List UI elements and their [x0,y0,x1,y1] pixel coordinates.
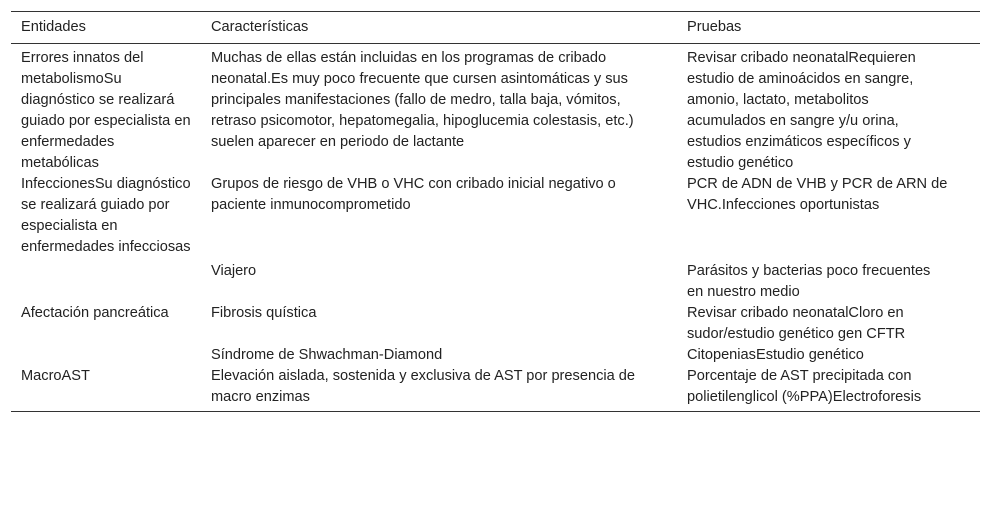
cell-caracteristicas: Grupos de riesgo de VHB o VHC con cribado inicial negativo o paciente inmunocomprometido [211,176,616,213]
cell-pruebas: Revisar cribado neonatalCloro en sudor/estudio genético gen CFTR [687,305,906,342]
cell-caracteristicas: Elevación aislada, sostenida y exclusiva de AST por presencia de macro enzimas [211,368,636,405]
table-row [11,174,980,258]
cell-caracteristicas: Síndrome de Shwachman-Diamond [211,347,443,363]
cell-caracteristicas: Viajero [211,263,257,279]
table-row [11,345,980,366]
table-row [11,303,980,345]
header-entidades: Entidades [21,19,86,35]
cell-pruebas: Parásitos y bacterias poco frecuentes en nuestro medio [687,263,931,300]
cell-pruebas: CitopeniasEstudio genético [687,347,864,363]
cell-entidad: MacroAST [21,368,90,384]
table-row [11,258,980,303]
table-header [11,12,980,44]
cell-entidad: Errores innatos del metabolismoSu diagnóstico se realizará guiado por especialista en enfermedades metabólicas [21,50,191,171]
data-table [11,11,980,412]
header-caracteristicas: Características [211,19,309,35]
header-row [11,12,980,44]
cell-caracteristicas: Muchas de ellas están incluidas en los programas de cribado neonatal.Es muy poco frecuente que cursen asintomáticas y sus principales manifestaciones (fallo de medro, talla baja, vómitos, retraso psicomotor, hepatomegalia, hipoglucemia colestasis, etc.) suelen aparecer en periodo de lactante [211,50,634,150]
cell-entidad [11,345,201,366]
cell-pruebas: Porcentaje de AST precipitada con polietilenglicol (%PPA)Electroforesis [687,368,922,405]
cell-caracteristicas: Fibrosis quística [211,305,317,321]
cell-entidad: InfeccionesSu diagnóstico se realizará guiado por especialista en enfermedades infecciosas [21,176,191,255]
cell-entidad: Afectación pancreática [21,305,169,321]
cell-pruebas: Revisar cribado neonatalRequieren estudio de aminoácidos en sangre, amonio, lactato, metabolitos acumulados en sangre y/u orina, estudios enzimáticos específicos y estudio genético [687,50,916,171]
data-table-container [11,11,980,412]
cell-pruebas: PCR de ADN de VHB y PCR de ARN de VHC.Infecciones oportunistas [687,176,948,213]
table-row [11,44,980,175]
cell-entidad [11,258,201,303]
header-pruebas: Pruebas [687,19,742,35]
table-row [11,366,980,412]
table-body [11,44,980,412]
